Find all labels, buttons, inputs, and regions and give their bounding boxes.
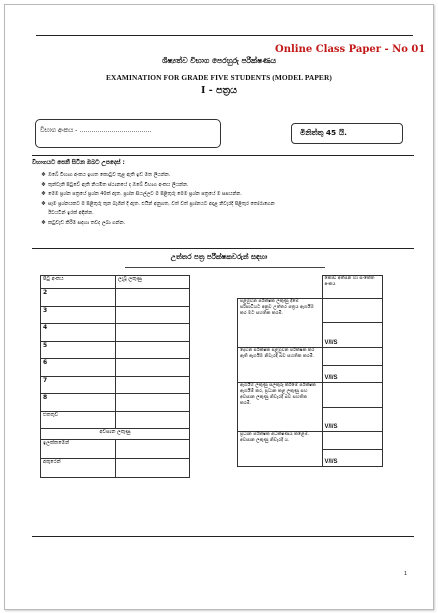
time-box <box>291 123 403 144</box>
bottom-rule <box>32 536 414 537</box>
score-cell[interactable] <box>116 359 190 377</box>
instructions-list <box>41 171 275 229</box>
final-marks-label: අවසාන ලකුණු <box>41 429 190 440</box>
english-title: EXAMINATION FOR GRADE FIVE STUDENTS (MODEL PAPER) <box>106 73 332 82</box>
digits-label: ඉලක්කමෙන් <box>41 440 116 459</box>
instructions-heading: විභාගයට පෙනී සිටින ඔබට උපදෙස් : <box>32 160 125 166</box>
instruction-item: ❖ තුන්වැනි පිටුවේ ඇති නියමිත ස්ථානයේ ද ඔබේ විභාග අංකය ලියන්න. <box>41 181 275 191</box>
bullet-icon: ❖ <box>41 191 46 198</box>
page-number-cell: 2 <box>41 289 116 307</box>
instruction-item: ❖ කටුවැඩ කිරීම සඳහා තවද ලබා ගන්න. <box>41 219 275 229</box>
index-number-label: විභාග අංකය - .................................... <box>40 127 152 134</box>
marks-header-page: පිටු අංකය <box>41 276 116 289</box>
status-mark: V/I/S <box>322 323 383 348</box>
bullet-icon: ❖ <box>41 181 46 188</box>
score-cell[interactable] <box>116 341 190 359</box>
score-cell[interactable] <box>116 289 190 307</box>
page-number-cell: 7 <box>41 376 116 394</box>
status-mark: V/I/S <box>322 450 383 467</box>
page-number: 1 <box>404 571 408 577</box>
page-number-cell: 4 <box>41 324 116 342</box>
paper-badge: Online Class Paper - No 01 <box>275 44 426 55</box>
examiner-review-table <box>237 275 383 467</box>
instruction-item: ❖ සෑම ප්‍රශ්නයකට ම පිළිතුරු තුන බැගින් දී ඇත. එයින් අනුගත, වත් වත් ප්‍රශ්නයට අදාළ නිවැරදි පිළිතුර තෝරාගෙන <box>41 200 275 210</box>
signature-cell[interactable] <box>322 432 383 450</box>
page-number-cell: 8 <box>41 394 116 412</box>
top-rule <box>36 35 413 36</box>
bullet-icon: ❖ <box>41 219 46 226</box>
signature-header: කොඩ් අත්සන හා සංකේත අංකය <box>322 276 383 299</box>
score-cell[interactable] <box>116 324 190 342</box>
total-label: එකතුව <box>41 411 116 429</box>
title-underline <box>125 267 325 268</box>
words-label: අකුරෙන් <box>41 459 116 478</box>
chief-examiner-text: ප්‍රධාන පරීක්ෂක අධීක්ෂණය කළෙමි. අවසාන ලකුණු නිවැරදි ය. <box>238 432 323 467</box>
marks-table <box>40 275 190 478</box>
status-mark: V/I/S <box>322 366 383 383</box>
final-digits-cell[interactable] <box>116 440 190 459</box>
paper-label: I - පත්‍රය <box>201 85 237 96</box>
time-label: මිනිත්තු 45 යි. <box>300 128 347 137</box>
score-cell[interactable] <box>116 394 190 412</box>
score-cell[interactable] <box>116 376 190 394</box>
section-rule <box>32 155 414 156</box>
instruction-item: ❖ ඔබේ විභාග අංකය ඉහත කොටුව තුළ ඇති ඉඩ මත ලියන්න. <box>41 171 275 181</box>
document-page <box>4 4 434 610</box>
bullet-icon: ❖ <box>41 200 46 207</box>
total-cell[interactable] <box>116 411 190 429</box>
examiner-section-title: උත්තර පත්‍ර පරීක්ෂකවරුන් සඳහා <box>170 253 268 261</box>
index-number-box <box>35 119 221 148</box>
signature-cell[interactable] <box>322 348 383 366</box>
instruction-item-continued: ඊටයටින් ඉරක් අඳින්න. <box>48 210 94 217</box>
marks-header-score: ලැබූ ලකුණු <box>116 276 190 289</box>
bullet-icon: ❖ <box>41 172 46 178</box>
score-cell[interactable] <box>116 306 190 324</box>
section-rule <box>32 248 414 249</box>
page-number-cell: 5 <box>41 341 116 359</box>
final-words-cell[interactable] <box>116 459 190 478</box>
instruction-item: ❖ මෙම ප්‍රශ්න පත්‍රයේ ප්‍රශ්න 40ක් ඇත. ප්‍රශ්න සියල්ලට ම පිළිතුරු මෙම ප්‍රශ්න පත්‍රයේ ම සපයන්න. <box>41 190 275 200</box>
page-number-cell: 3 <box>41 306 116 324</box>
first-examiner-text: පළමුවන පරීක්ෂක ලකුණු දීමේ පරිපාටියට අනුව උත්තර පත්‍රය ඇගයීම කර මට සහතික කරමි. <box>238 299 323 348</box>
second-examiner-text: දෙවන පරීක්ෂක පළමුවන පරීක්ෂක කර ඇති ඇගයීම නිවැරදි බව සහතික කරමි. <box>238 348 323 383</box>
signature-cell[interactable] <box>322 299 383 323</box>
page-number-cell: 6 <box>41 359 116 377</box>
sinhala-title: ශිෂ්‍යත්ව විභාග පෙරහුරු පරීක්ෂණය <box>161 56 277 65</box>
status-mark: V/I/S <box>322 408 383 432</box>
checker-text: ඇගයීම ලකුණු සලකුරු කිරීමේ පරීක්ෂක ඇගයීම් කර, ප්‍රධාන කළ ලකුණු සහ අවසාන ලකුණු නිවැරදි බව සහතික කරමි. <box>238 383 323 432</box>
signature-cell[interactable] <box>322 383 383 408</box>
